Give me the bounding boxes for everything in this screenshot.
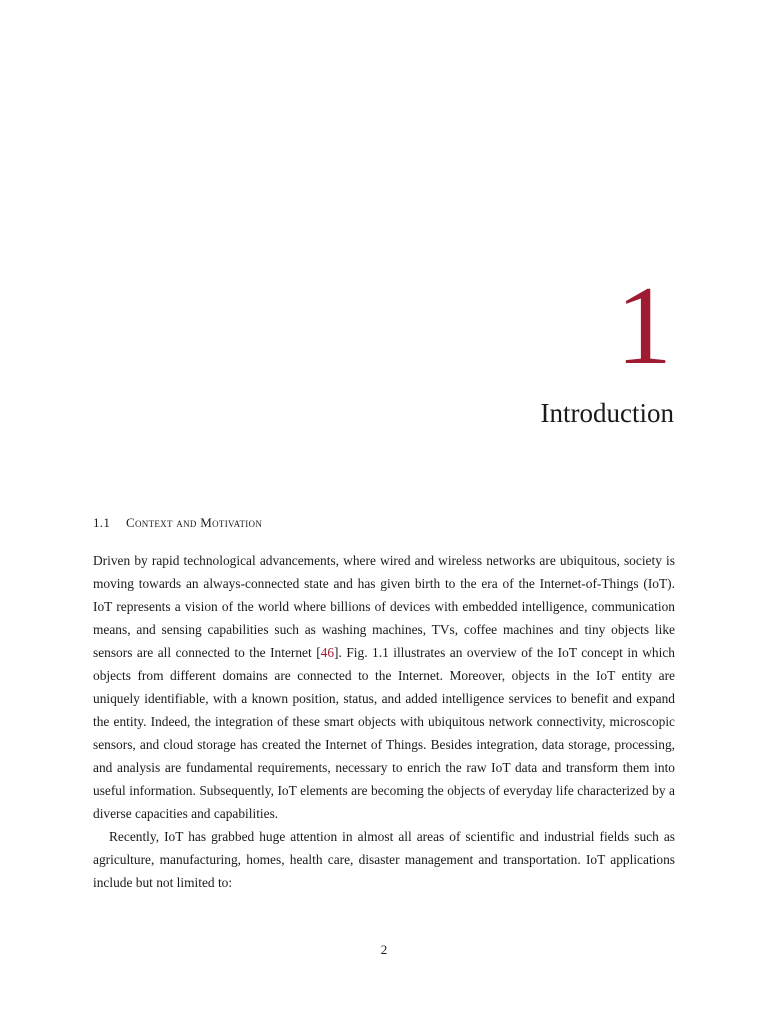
page-number: 2 [380,942,388,957]
section-heading [93,514,262,532]
paragraph-1-text-b: ]. Fig. 1.1 illustrates an overview of the IoT concept in which objects from different domains are connected to the Internet. Moreover, objects in the IoT entity are uniquely identifiable, with a known position, status, and added intelligence services to benefit and expand the entity. Indeed, the integration of these smart objects with ubiquitous network connectivity, microscopic sensors, and cloud storage has created the Internet of Things. Besides integration, data storage, processing, and analysis are fundamental requirements, necessary to enrich the raw IoT data and transform them into useful information. Subsequently, IoT elements are becoming the objects of everyday life characterized by a diverse capacities and capabilities. [93,645,675,821]
section-title: Context and Motivation [126,515,263,530]
paragraph-1 [93,549,675,825]
citation-link[interactable]: 46 [320,645,335,660]
paragraph-1-text-a: Driven by rapid technological advancements, where wired and wireless networks are ubiquitous, society is moving towards an always-connected state and has given birth to the era of the Internet-of-Things (IoT). IoT represents a vision of the world where billions of devices with embedded intelligence, communication means, and sensing capabilities such as washing machines, TVs, coffee machines and tiny objects like sensors are all connected to the Internet [ [93,553,675,660]
paragraph-2: Recently, IoT has grabbed huge attention in almost all areas of scientific and industrial fields such as agriculture, manufacturing, homes, health care, disaster management and transportation. IoT applications include but not limited to: [93,829,675,890]
chapter-title: Introduction [540,398,674,428]
chapter-number: 1 [616,264,672,388]
section-number: 1.1 [93,515,111,530]
body-text [93,549,675,894]
